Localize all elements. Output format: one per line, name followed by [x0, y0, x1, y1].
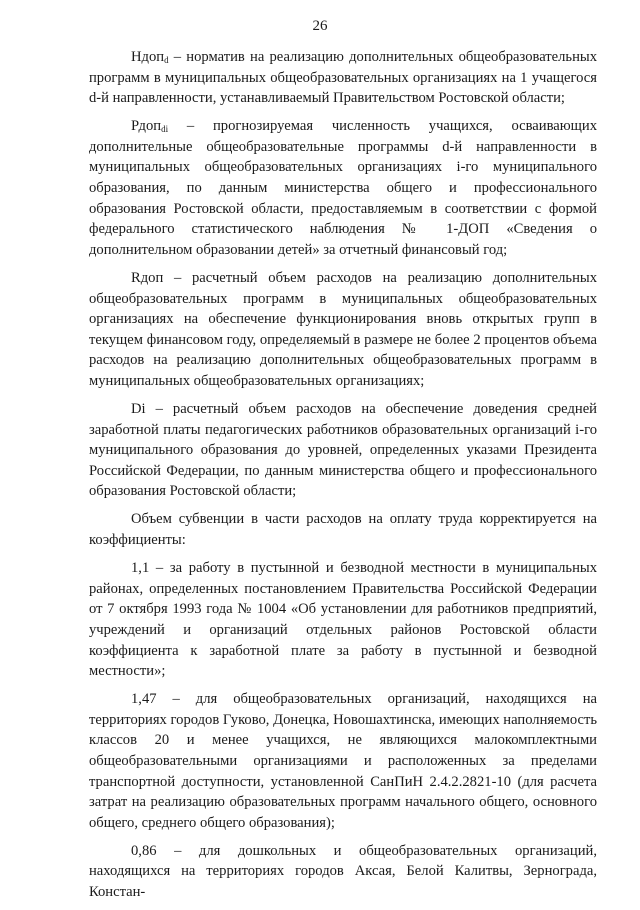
term-ndop-subscript: d — [164, 55, 169, 65]
paragraph-text: – прогнозируемая численность учащихся, осваивающих дополнительные общеобразовательные программы d-й направленности в муниципальных общеобразовательных организациях i-го муниципального образования, по данным министерства общего и профессионального образования Ростовской области, предоставляемым в соответствии с формой федерального статистического наблюдения № 1-ДОП «Сведения о дополнительном образовании детей» за отчетный финансовый год; — [89, 118, 597, 258]
paragraph-rdop-expenses-definition: Rдоп – расчетный объем расходов на реализацию дополнительных общеобразовательных программ в муниципальных общеобразовательных организациях на обеспечение функционирования вновь открытых групп в текущем финансовом году, определяемый в размере не более 2 процентов объема расходов на реализацию дополнительных общеобразовательных программ в муниципальных общеобразовательных организациях; — [89, 269, 597, 389]
term-ndop: Ндоп — [131, 49, 165, 65]
term-rdop: Рдоп — [131, 118, 162, 135]
paragraph-di-definition: Di – расчетный объем расходов на обеспечение доведения средней заработной платы педагогических работников образовательных организаций i-го муниципального образования до уровней, определенных указами Президента Российской Федерации, по данным министерства общего и профессионального образования Ростовской области; — [89, 401, 597, 500]
paragraph-coefficient-1-1: 1,1 – за работу в пустынной и безводной местности в муниципальных районах, определенных постановлением Правительства Российской Федерации от 7 октября 1993 года № 1004 «Об установлении для работников предприятий, учреждений и организаций отдельных районов Ростовской области коэффициента к заработной плате за работу в пустынной и безводной местности»; — [89, 560, 597, 680]
term-rdop-subscript: di — [161, 124, 169, 135]
paragraph-ndop-definition — [89, 47, 597, 109]
paragraph-text: – норматив на реализацию дополнительных общеобразовательных программ в муниципальных общеобразовательных организациях на 1 учащегося d-й направленности, устанавливаемый Правительством Ростовской области; — [89, 49, 597, 107]
document-body — [89, 47, 597, 910]
paragraph-coefficients-intro: Объем субвенции в части расходов на оплату труда корректируется на коэффициенты: — [89, 511, 597, 549]
page-number: 26 — [312, 18, 328, 34]
paragraph-rdop-forecast-definition — [89, 116, 597, 260]
paragraph-coefficient-1-47: 1,47 – для общеобразовательных организаций, находящихся на территориях городов Гуково, Донецка, Новошахтинска, имеющих наполняемость классов 20 и менее учащихся, не являющихся малокомплектными общеобразовательными организациями и расположенных за пределами транспортной доступности, установленной СанПиН 2.4.2.2821-10 (для расчета затрат на реализацию образовательных программ начального общего, основного общего, среднего общего образования); — [89, 691, 597, 831]
paragraph-coefficient-0-86: 0,86 – для дошкольных и общеобразовательных организаций, находящихся на территориях городов Аксая, Белой Калитвы, Зернограда, Констан- — [89, 842, 597, 901]
